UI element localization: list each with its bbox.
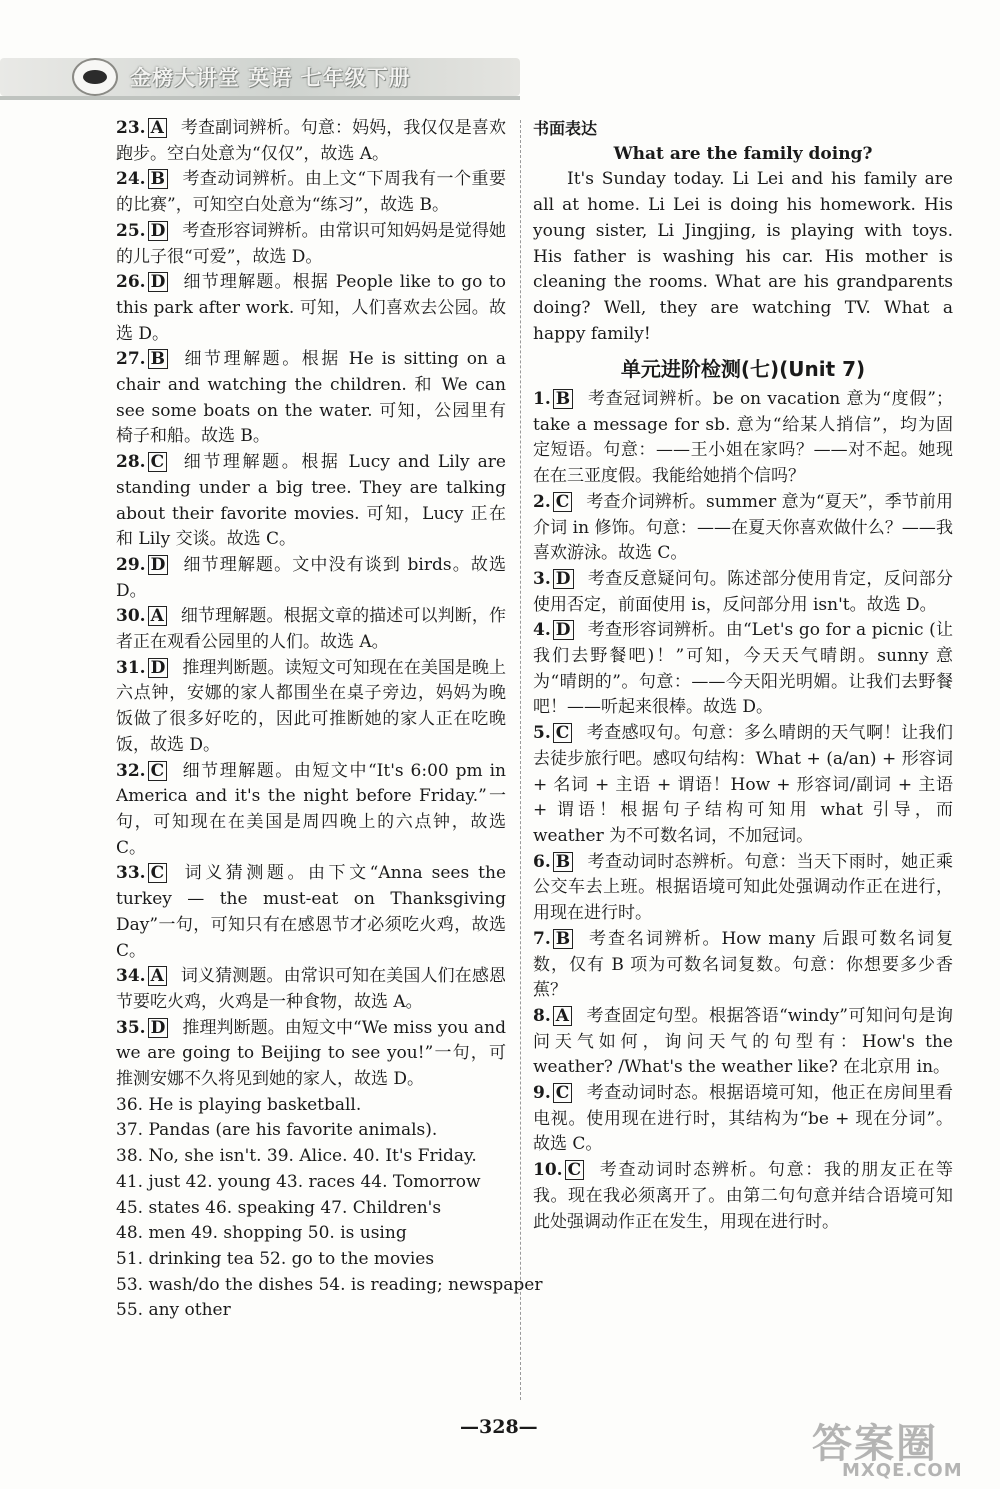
explanation-text: 考查介词辨析。summer 意为“夏天”，季节前用介词 in 修饰。句意：——在夏天你喜欢做什么？——我喜欢游泳。故选 C。 [533, 491, 953, 564]
left-column [116, 116, 543, 1324]
question-number: 5. [533, 723, 551, 744]
explanation-text: 细节理解题。文中没有谈到 birds。故选 D。 [116, 554, 506, 601]
question-number: 31. [116, 657, 146, 678]
explanation-text: 推理判断题。由短文中“We miss you and we are going to Beijing to see you!”一句，可推测安娜不久将见到她的家人，故选 D。 [116, 1017, 506, 1090]
answer-letter: D [553, 569, 574, 589]
answer-letter: C [148, 863, 168, 883]
page-number: —328— [460, 1416, 538, 1438]
answer-letter: A [148, 606, 167, 626]
explanation-text: 细节理解题。根据文章的描述可以判断，作者正在观看公园里的人们。故选 A。 [116, 606, 506, 653]
short-answer-line: 45. states 46. speaking 47. Children's [116, 1197, 442, 1218]
answer-item [116, 861, 506, 964]
explanation-text: 考查形容词辨析。由“Let's go for a picnic (让我们去野餐吧)！”可知，今天天气晴朗。sunny 意为“晴朗的”。句意：——今天阳光明媚。让我们去野餐吧！——听起来很棒。故选 D。 [533, 620, 953, 718]
answer-letter: D [148, 221, 169, 241]
explanation-text: 考查动词时态辨析。句意：我的朋友正在等我。现在我必须离开了。由第二句句意并结合语境可知此处强调动作正在发生，用现在进行时。 [533, 1160, 953, 1232]
answer-letter: B [148, 169, 168, 189]
question-number: 29. [116, 554, 146, 575]
question-number: 25. [116, 220, 146, 241]
question-number: 2. [533, 491, 551, 512]
answer-item [116, 1016, 506, 1093]
unit-title: 单元进阶检测(七)(Unit 7) [620, 357, 866, 382]
answer-item [116, 759, 506, 862]
answer-letter: C [553, 492, 573, 512]
answer-letter: D [148, 658, 169, 678]
question-number: 34. [116, 966, 146, 987]
short-answer-line: 38. No, she isn't. 39. Alice. 40. It's Friday. [116, 1146, 477, 1167]
answer-letter: D [148, 1018, 169, 1038]
answer-letter: A [148, 966, 167, 986]
answer-item [533, 850, 953, 927]
answer-letter: B [148, 349, 168, 369]
short-answer-line: 55. any other [116, 1300, 231, 1321]
answer-letter: C [553, 1083, 573, 1103]
short-answer-line: 36. He is playing basketball. [116, 1094, 362, 1115]
question-number: 30. [116, 606, 146, 627]
question-number: 24. [116, 169, 146, 190]
answer-item [116, 553, 506, 604]
answer-letter: D [148, 272, 169, 292]
section-title: 书面表达 [533, 119, 598, 138]
answer-item [116, 270, 506, 347]
answer-item [533, 1158, 953, 1235]
explanation-text: 考查固定句型。根据答语“windy”可知问句是询问天气如何，询问天气的句型有：How's the weather? /What's the weather like? 在北京用 in。 [533, 1005, 953, 1078]
short-answer-line: 48. men 49. shopping 50. is using [116, 1223, 407, 1244]
answer-item [116, 604, 506, 655]
explanation-text: 考查动词辨析。由上文“下周我有一个重要的比赛”，可知空白处意为“练习”，故选 B。 [116, 169, 506, 216]
answer-item [533, 490, 953, 567]
watermark-logo [812, 1412, 987, 1482]
explanation-text: 考查冠词辨析。be on vacation 意为“度假”；take a message for sb. 意为“给某人捎信”，均为固定短语。句意：——王小姐在家吗？——对不起。她现在在三亚度假。我能给她捎个信吗？ [533, 389, 953, 487]
answer-item [116, 219, 506, 270]
question-number: 6. [533, 851, 551, 872]
short-answer-line: 41. just 42. young 43. races 44. Tomorrow [116, 1171, 481, 1192]
question-number: 23. [116, 118, 146, 138]
explanation-text: 推理判断题。读短文可知现在在美国是晚上六点钟，安娜的家人都围坐在桌子旁边，妈妈为晚饭做了很多好吃的，因此可推断她的家人正在吃晚饭，故选 D。 [116, 657, 506, 755]
question-number: 8. [533, 1005, 551, 1026]
answer-item [116, 167, 506, 218]
answer-letter: A [553, 1006, 572, 1026]
answer-letter: B [553, 389, 573, 409]
answer-letter: B [553, 852, 573, 872]
explanation-text: 考查形容词辨析。由常识可知妈妈是觉得她的儿子很“可爱”，故选 D。 [116, 220, 506, 267]
answer-item [533, 927, 953, 1004]
essay-title: What are the family doing? [613, 143, 873, 164]
explanation-text: 考查名词辨析。How many 后跟可数名词复数，仅有 B 项为可数名词复数。句意：你想要多少香蕉？ [533, 928, 953, 1001]
explanation-text: 细节理解题。根据 People like to go to this park after work. 可知，人们喜欢去公园。故选 D。 [116, 272, 506, 344]
answer-item [116, 347, 506, 450]
answer-letter: C [553, 723, 573, 743]
question-number: 35. [116, 1017, 146, 1038]
answer-item [116, 450, 506, 553]
page-header [0, 0, 1000, 100]
question-number: 3. [533, 568, 551, 589]
explanation-text: 细节理解题。由短文中“It's 6:00 pm in America and it's the night before Friday.”一句，可知现在在美国是周四晚上的六点钟，故选 C。 [116, 760, 506, 858]
explanation-text: 词义猜测题。由下文“Anna sees the turkey — the must-eat on Thanksgiving Day”一句，可知只有在感恩节才必须吃火鸡，故选 C。 [116, 863, 506, 961]
header-title: 金榜大讲堂 英语 七年级下册 [130, 66, 411, 90]
explanation-text: 考查动词时态。根据语境可知，他正在房间里看电视。使用现在进行时，其结构为“be + 现在分词”。故选 C。 [533, 1083, 953, 1155]
answer-item [533, 1081, 953, 1158]
question-number: 4. [533, 620, 551, 641]
answer-letter: B [553, 929, 573, 949]
explanation-text: 考查感叹句。句意：多么晴朗的天气啊！让我们去徒步旅行吧。感叹句结构：What + (a/an) + 形容词 + 名词 + 主语 + 谓语！How + 形容词/副词 + 主语 + 谓语！根据句子结构可知用 what 引导，而 weather 为不可数名词，不加冠词。 [533, 723, 953, 846]
book-logo-icon [72, 58, 118, 96]
question-number: 28. [116, 452, 146, 473]
answer-item [533, 387, 953, 490]
answer-item [116, 964, 506, 1015]
column-divider [520, 120, 521, 1400]
explanation-text: 细节理解题。根据 Lucy and Lily are standing under a big tree. They are talking about their favorite movies. 可知，Lucy 正在和 Lily 交谈。故选 C。 [116, 452, 506, 550]
answer-item [533, 1004, 953, 1081]
answer-item [116, 116, 506, 167]
short-answer-line: 51. drinking tea 52. go to the movies [116, 1248, 435, 1269]
header-stripe [0, 96, 520, 100]
question-number: 32. [116, 760, 146, 781]
question-number: 26. [116, 272, 146, 293]
answer-letter: A [148, 118, 167, 138]
answer-letter: D [148, 555, 169, 575]
explanation-text: 考查反意疑问句。陈述部分使用肯定，反问部分使用否定，前面使用 is，反问部分用 isn't。故选 D。 [533, 568, 953, 615]
question-number: 10. [533, 1160, 563, 1181]
answer-item [533, 618, 953, 721]
explanation-text: 细节理解题。根据 He is sitting on a chair and watching the children. 和 We can see some boats on the water. 可知，公园里有椅子和船。故选 B。 [116, 349, 506, 447]
explanation-text: 考查副词辨析。句意：妈妈，我仅仅是喜欢跑步。空白处意为“仅仅”，故选 A。 [116, 118, 506, 164]
explanation-text: 词义猜测题。由常识可知在美国人们在感恩节要吃火鸡，火鸡是一种食物，故选 A。 [116, 966, 506, 1012]
question-number: 1. [533, 389, 551, 410]
watermark-text: 答案圈 [812, 1421, 938, 1467]
right-column [533, 116, 953, 1235]
right-answer-list [533, 387, 953, 1235]
answer-letter: C [565, 1160, 585, 1180]
question-number: 9. [533, 1083, 551, 1104]
answer-letter: C [148, 761, 168, 781]
question-number: 7. [533, 928, 551, 949]
essay-body: It's Sunday today. Li Lei and his family are all at home. Li Lei is doing his homework. His young sister, Li Jingjing, is playing with toys. His father is washing his car. His mother is cleaning the rooms. What are his grandparents doing? Well, they are watching TV. What a happy family! [533, 169, 953, 344]
explanation-text: 考查动词时态辨析。句意：当天下雨时，她正乘公交车去上班。根据语境可知此处强调动作正在进行，用现在进行时。 [533, 851, 953, 924]
answer-letter: C [148, 452, 168, 472]
watermark-url: MXQE.COM [842, 1460, 963, 1481]
answer-letter: D [553, 620, 574, 640]
question-number: 33. [116, 863, 146, 884]
short-answer-line: 37. Pandas (are his favorite animals). [116, 1120, 438, 1141]
short-answer-line: 53. wash/do the dishes 54. is reading; newspaper [116, 1274, 543, 1295]
answer-item [116, 656, 506, 759]
answer-item [533, 721, 953, 850]
answer-item [533, 567, 953, 618]
question-number: 27. [116, 349, 146, 370]
